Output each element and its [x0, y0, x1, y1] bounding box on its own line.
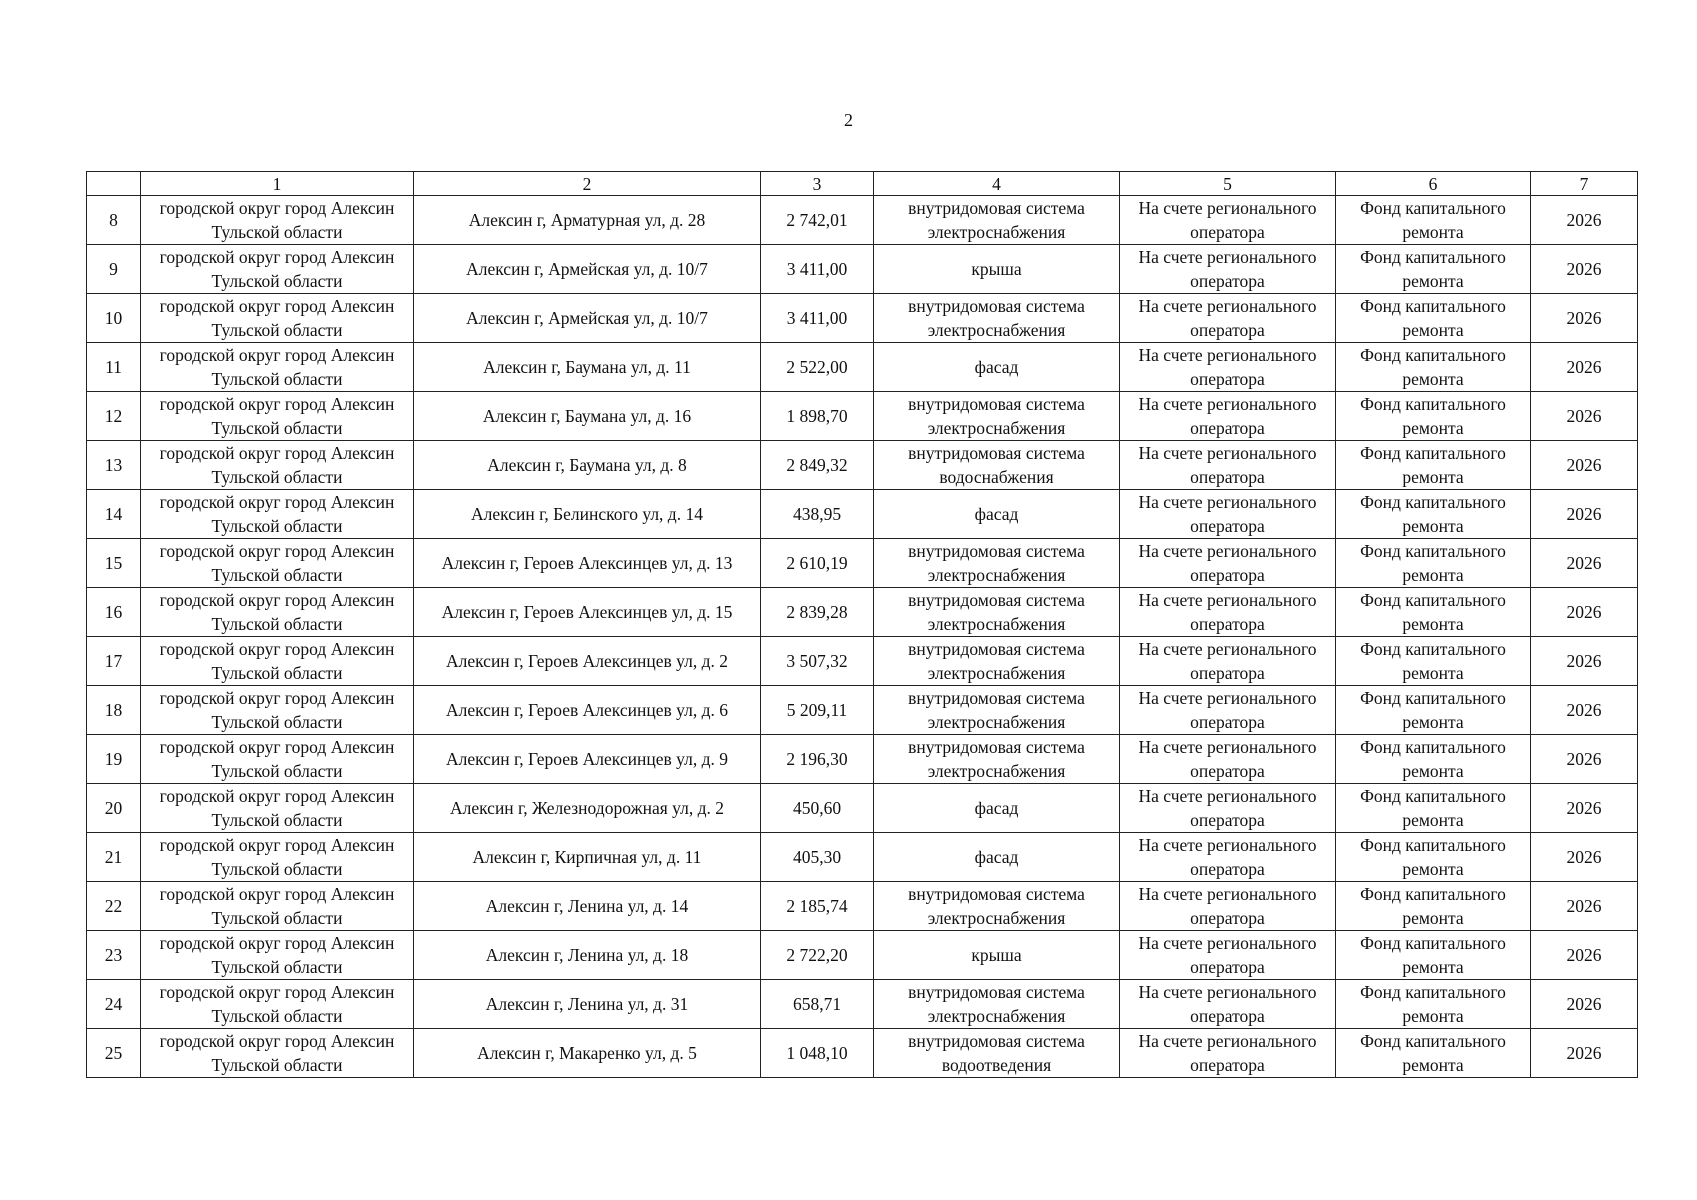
cell-municipality: городской округ город Алексин Тульской области	[141, 735, 414, 784]
cell-address: Алексин г, Арматурная ул, д. 28	[414, 196, 761, 245]
table-row	[87, 490, 1638, 539]
cell-funding-source: Фонд капитального ремонта	[1336, 196, 1531, 245]
cell-municipality: городской округ город Алексин Тульской области	[141, 1029, 414, 1078]
cell-number: 17	[87, 637, 141, 686]
cell-area: 658,71	[761, 980, 874, 1029]
cell-funding-source: Фонд капитального ремонта	[1336, 441, 1531, 490]
cell-number: 20	[87, 784, 141, 833]
cell-element: внутридомовая система водоотведения	[874, 1029, 1120, 1078]
cell-account: На счете регионального оператора	[1120, 294, 1336, 343]
cell-municipality: городской округ город Алексин Тульской области	[141, 539, 414, 588]
cell-area: 3 411,00	[761, 294, 874, 343]
cell-account: На счете регионального оператора	[1120, 588, 1336, 637]
header-cell-6: 6	[1336, 172, 1531, 196]
cell-address: Алексин г, Ленина ул, д. 31	[414, 980, 761, 1029]
cell-element: внутридомовая система электроснабжения	[874, 735, 1120, 784]
cell-address: Алексин г, Кирпичная ул, д. 11	[414, 833, 761, 882]
cell-address: Алексин г, Баумана ул, д. 8	[414, 441, 761, 490]
cell-account: На счете регионального оператора	[1120, 343, 1336, 392]
cell-municipality: городской округ город Алексин Тульской области	[141, 245, 414, 294]
cell-funding-source: Фонд капитального ремонта	[1336, 294, 1531, 343]
cell-funding-source: Фонд капитального ремонта	[1336, 1029, 1531, 1078]
cell-address: Алексин г, Макаренко ул, д. 5	[414, 1029, 761, 1078]
cell-account: На счете регионального оператора	[1120, 196, 1336, 245]
cell-element: внутридомовая система электроснабжения	[874, 392, 1120, 441]
cell-municipality: городской округ город Алексин Тульской области	[141, 294, 414, 343]
cell-element: фасад	[874, 833, 1120, 882]
cell-element: крыша	[874, 931, 1120, 980]
cell-address: Алексин г, Баумана ул, д. 16	[414, 392, 761, 441]
header-cell-blank	[87, 172, 141, 196]
cell-year: 2026	[1531, 392, 1638, 441]
cell-account: На счете регионального оператора	[1120, 1029, 1336, 1078]
cell-year: 2026	[1531, 686, 1638, 735]
cell-municipality: городской округ город Алексин Тульской области	[141, 931, 414, 980]
cell-number: 16	[87, 588, 141, 637]
cell-year: 2026	[1531, 931, 1638, 980]
cell-year: 2026	[1531, 735, 1638, 784]
table-row	[87, 343, 1638, 392]
cell-funding-source: Фонд капитального ремонта	[1336, 539, 1531, 588]
cell-municipality: городской округ город Алексин Тульской области	[141, 392, 414, 441]
cell-year: 2026	[1531, 588, 1638, 637]
cell-municipality: городской округ город Алексин Тульской области	[141, 980, 414, 1029]
cell-funding-source: Фонд капитального ремонта	[1336, 882, 1531, 931]
table-row	[87, 196, 1638, 245]
cell-element: фасад	[874, 343, 1120, 392]
header-cell-7: 7	[1531, 172, 1638, 196]
cell-funding-source: Фонд капитального ремонта	[1336, 343, 1531, 392]
cell-address: Алексин г, Баумана ул, д. 11	[414, 343, 761, 392]
cell-municipality: городской округ город Алексин Тульской области	[141, 882, 414, 931]
cell-funding-source: Фонд капитального ремонта	[1336, 833, 1531, 882]
cell-funding-source: Фонд капитального ремонта	[1336, 637, 1531, 686]
cell-area: 3 411,00	[761, 245, 874, 294]
cell-number: 18	[87, 686, 141, 735]
cell-number: 22	[87, 882, 141, 931]
cell-funding-source: Фонд капитального ремонта	[1336, 588, 1531, 637]
cell-number: 19	[87, 735, 141, 784]
cell-area: 438,95	[761, 490, 874, 539]
table-row	[87, 539, 1638, 588]
cell-number: 24	[87, 980, 141, 1029]
cell-element: внутридомовая система электроснабжения	[874, 539, 1120, 588]
cell-area: 2 722,20	[761, 931, 874, 980]
cell-municipality: городской округ город Алексин Тульской области	[141, 588, 414, 637]
table-row	[87, 245, 1638, 294]
cell-account: На счете регионального оператора	[1120, 490, 1336, 539]
cell-number: 8	[87, 196, 141, 245]
table-row	[87, 931, 1638, 980]
table-body	[87, 172, 1638, 1078]
cell-area: 2 849,32	[761, 441, 874, 490]
cell-year: 2026	[1531, 539, 1638, 588]
cell-account: На счете регионального оператора	[1120, 931, 1336, 980]
cell-funding-source: Фонд капитального ремонта	[1336, 245, 1531, 294]
cell-municipality: городской округ город Алексин Тульской области	[141, 196, 414, 245]
cell-account: На счете регионального оператора	[1120, 882, 1336, 931]
cell-address: Алексин г, Героев Алексинцев ул, д. 6	[414, 686, 761, 735]
header-cell-2: 2	[414, 172, 761, 196]
cell-funding-source: Фонд капитального ремонта	[1336, 931, 1531, 980]
cell-year: 2026	[1531, 1029, 1638, 1078]
cell-account: На счете регионального оператора	[1120, 784, 1336, 833]
cell-area: 2 185,74	[761, 882, 874, 931]
cell-address: Алексин г, Белинского ул, д. 14	[414, 490, 761, 539]
cell-area: 2 742,01	[761, 196, 874, 245]
cell-area: 2 196,30	[761, 735, 874, 784]
header-cell-4: 4	[874, 172, 1120, 196]
cell-year: 2026	[1531, 245, 1638, 294]
cell-area: 3 507,32	[761, 637, 874, 686]
cell-year: 2026	[1531, 637, 1638, 686]
cell-account: На счете регионального оператора	[1120, 686, 1336, 735]
table-row	[87, 980, 1638, 1029]
cell-municipality: городской округ город Алексин Тульской области	[141, 343, 414, 392]
header-cell-3: 3	[761, 172, 874, 196]
cell-area: 450,60	[761, 784, 874, 833]
cell-year: 2026	[1531, 196, 1638, 245]
cell-account: На счете регионального оператора	[1120, 392, 1336, 441]
cell-funding-source: Фонд капитального ремонта	[1336, 784, 1531, 833]
cell-account: На счете регионального оператора	[1120, 539, 1336, 588]
cell-number: 10	[87, 294, 141, 343]
cell-element: фасад	[874, 490, 1120, 539]
table-row	[87, 1029, 1638, 1078]
header-cell-1: 1	[141, 172, 414, 196]
cell-account: На счете регионального оператора	[1120, 441, 1336, 490]
cell-number: 13	[87, 441, 141, 490]
cell-address: Алексин г, Железнодорожная ул, д. 2	[414, 784, 761, 833]
cell-funding-source: Фонд капитального ремонта	[1336, 735, 1531, 784]
table-row	[87, 735, 1638, 784]
cell-area: 5 209,11	[761, 686, 874, 735]
cell-area: 405,30	[761, 833, 874, 882]
cell-number: 11	[87, 343, 141, 392]
cell-area: 2 522,00	[761, 343, 874, 392]
cell-number: 21	[87, 833, 141, 882]
cell-municipality: городской округ город Алексин Тульской области	[141, 490, 414, 539]
cell-account: На счете регионального оператора	[1120, 735, 1336, 784]
cell-funding-source: Фонд капитального ремонта	[1336, 490, 1531, 539]
cell-municipality: городской округ город Алексин Тульской области	[141, 441, 414, 490]
cell-funding-source: Фонд капитального ремонта	[1336, 686, 1531, 735]
cell-address: Алексин г, Героев Алексинцев ул, д. 9	[414, 735, 761, 784]
cell-element: внутридомовая система электроснабжения	[874, 196, 1120, 245]
table-row	[87, 784, 1638, 833]
cell-municipality: городской округ город Алексин Тульской области	[141, 637, 414, 686]
table-row	[87, 392, 1638, 441]
page-number: 2	[844, 110, 853, 130]
cell-element: внутридомовая система электроснабжения	[874, 882, 1120, 931]
cell-year: 2026	[1531, 882, 1638, 931]
cell-funding-source: Фонд капитального ремонта	[1336, 980, 1531, 1029]
cell-number: 15	[87, 539, 141, 588]
cell-funding-source: Фонд капитального ремонта	[1336, 392, 1531, 441]
cell-element: внутридомовая система электроснабжения	[874, 294, 1120, 343]
cell-number: 12	[87, 392, 141, 441]
cell-address: Алексин г, Ленина ул, д. 14	[414, 882, 761, 931]
cell-year: 2026	[1531, 980, 1638, 1029]
cell-element: внутридомовая система электроснабжения	[874, 686, 1120, 735]
cell-year: 2026	[1531, 294, 1638, 343]
cell-element: внутридомовая система электроснабжения	[874, 980, 1120, 1029]
cell-year: 2026	[1531, 441, 1638, 490]
cell-element: крыша	[874, 245, 1120, 294]
cell-address: Алексин г, Ленина ул, д. 18	[414, 931, 761, 980]
cell-year: 2026	[1531, 784, 1638, 833]
table-row	[87, 882, 1638, 931]
cell-element: внутридомовая система электроснабжения	[874, 588, 1120, 637]
cell-year: 2026	[1531, 833, 1638, 882]
cell-year: 2026	[1531, 490, 1638, 539]
cell-area: 1 898,70	[761, 392, 874, 441]
table-row	[87, 294, 1638, 343]
cell-municipality: городской округ город Алексин Тульской области	[141, 833, 414, 882]
table-header-row	[87, 172, 1638, 196]
table-row	[87, 588, 1638, 637]
cell-address: Алексин г, Героев Алексинцев ул, д. 13	[414, 539, 761, 588]
cell-number: 23	[87, 931, 141, 980]
cell-area: 2 610,19	[761, 539, 874, 588]
cell-address: Алексин г, Героев Алексинцев ул, д. 2	[414, 637, 761, 686]
cell-account: На счете регионального оператора	[1120, 245, 1336, 294]
cell-number: 25	[87, 1029, 141, 1078]
cell-address: Алексин г, Героев Алексинцев ул, д. 15	[414, 588, 761, 637]
cell-number: 14	[87, 490, 141, 539]
table-row	[87, 441, 1638, 490]
repair-table	[86, 171, 1638, 1078]
table-row	[87, 833, 1638, 882]
cell-account: На счете регионального оператора	[1120, 637, 1336, 686]
table-row	[87, 637, 1638, 686]
cell-account: На счете регионального оператора	[1120, 833, 1336, 882]
cell-address: Алексин г, Армейская ул, д. 10/7	[414, 294, 761, 343]
table-row	[87, 686, 1638, 735]
cell-number: 9	[87, 245, 141, 294]
header-cell-5: 5	[1120, 172, 1336, 196]
cell-year: 2026	[1531, 343, 1638, 392]
cell-area: 1 048,10	[761, 1029, 874, 1078]
cell-element: внутридомовая система водоснабжения	[874, 441, 1120, 490]
cell-municipality: городской округ город Алексин Тульской области	[141, 784, 414, 833]
cell-municipality: городской округ город Алексин Тульской области	[141, 686, 414, 735]
cell-account: На счете регионального оператора	[1120, 980, 1336, 1029]
cell-element: внутридомовая система электроснабжения	[874, 637, 1120, 686]
cell-element: фасад	[874, 784, 1120, 833]
cell-address: Алексин г, Армейская ул, д. 10/7	[414, 245, 761, 294]
cell-area: 2 839,28	[761, 588, 874, 637]
